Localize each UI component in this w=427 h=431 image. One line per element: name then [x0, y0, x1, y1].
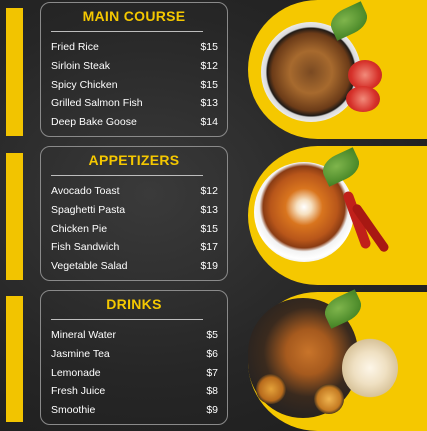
- menu-item[interactable]: [51, 204, 218, 220]
- small-dish-icon: [314, 384, 344, 414]
- menu-item-price: $5: [206, 329, 218, 341]
- menu-item-name: Vegetable Salad: [51, 260, 128, 272]
- menu-item[interactable]: [51, 60, 218, 76]
- menu-item-price: $15: [200, 223, 218, 235]
- accent-bar-appetizers: [6, 153, 23, 280]
- menu-item[interactable]: [51, 41, 218, 57]
- menu-item-name: Deep Bake Goose: [51, 116, 137, 128]
- menu-item[interactable]: [51, 404, 218, 420]
- menu-item-price: $9: [206, 404, 218, 416]
- onion-rings-icon: [342, 338, 398, 398]
- menu-item[interactable]: [51, 97, 218, 113]
- tomato-slice-icon: [346, 86, 380, 112]
- menu-item[interactable]: [51, 329, 218, 345]
- menu-item-price: $15: [200, 79, 218, 91]
- menu-item[interactable]: [51, 185, 218, 201]
- menu-item-name: Smoothie: [51, 404, 96, 416]
- section-title: DRINKS: [106, 296, 162, 312]
- food-image-main-course: [261, 22, 361, 122]
- menu-item-name: Spaghetti Pasta: [51, 204, 126, 216]
- menu-item-price: $12: [200, 185, 218, 197]
- small-dish-icon: [256, 374, 286, 404]
- menu-item[interactable]: [51, 116, 218, 132]
- menu-item-price: $17: [200, 241, 218, 253]
- menu-item-name: Grilled Salmon Fish: [51, 97, 143, 109]
- section-title: APPETIZERS: [88, 152, 180, 168]
- accent-bar-drinks: [6, 296, 23, 422]
- menu-item-name: Jasmine Tea: [51, 348, 110, 360]
- menu-item-name: Mineral Water: [51, 329, 116, 341]
- menu-item-price: $13: [200, 97, 218, 109]
- menu-item[interactable]: [51, 260, 218, 276]
- divider: [51, 319, 203, 320]
- menu-item-name: Fried Rice: [51, 41, 99, 53]
- menu-item-price: $6: [206, 348, 218, 360]
- menu-section-main-course: [40, 2, 228, 137]
- menu-item-price: $13: [200, 204, 218, 216]
- menu-section-appetizers: [40, 146, 228, 281]
- section-title: MAIN COURSE: [82, 8, 186, 24]
- menu-item[interactable]: [51, 385, 218, 401]
- divider: [51, 31, 203, 32]
- menu-item-name: Spicy Chicken: [51, 79, 118, 91]
- menu-item[interactable]: [51, 241, 218, 257]
- menu-item-name: Fresh Juice: [51, 385, 106, 397]
- menu-item-price: $8: [206, 385, 218, 397]
- menu-item[interactable]: [51, 367, 218, 383]
- menu-item[interactable]: [51, 348, 218, 364]
- menu-item-name: Fish Sandwich: [51, 241, 120, 253]
- menu-item-name: Lemonade: [51, 367, 101, 379]
- menu-item-name: Chicken Pie: [51, 223, 108, 235]
- accent-bar-main-course: [6, 8, 23, 136]
- menu-item-price: $12: [200, 60, 218, 72]
- divider: [51, 175, 203, 176]
- menu-item-name: Sirloin Steak: [51, 60, 110, 72]
- menu-item-price: $7: [206, 367, 218, 379]
- menu-item[interactable]: [51, 223, 218, 239]
- menu-item[interactable]: [51, 79, 218, 95]
- menu-item-price: $14: [200, 116, 218, 128]
- menu-item-price: $19: [200, 260, 218, 272]
- menu-item-name: Avocado Toast: [51, 185, 120, 197]
- menu-section-drinks: [40, 290, 228, 425]
- menu-item-price: $15: [200, 41, 218, 53]
